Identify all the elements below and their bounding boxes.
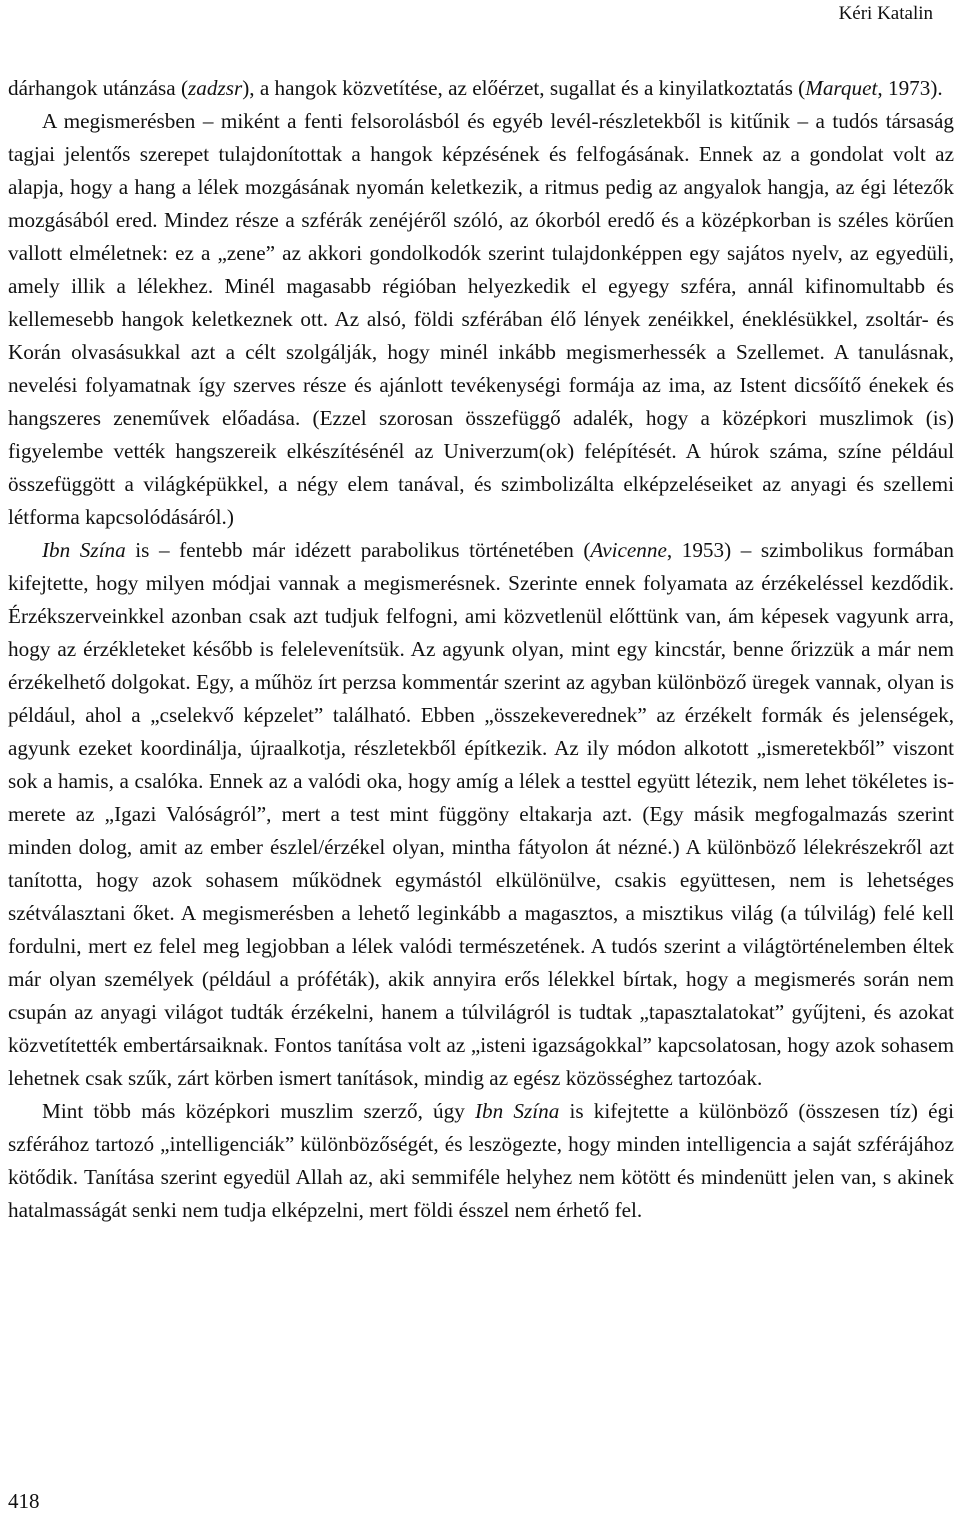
text-run: is kifejtette a különböző (összesen tíz) égi szférához tartozó „intelligenciák” különbözőségét, és leszögezte, hogy minden intelligencia a saját szférájához kötődik. Tanítása szerint egyedül Allah az, aki semmiféle helyhez nem kötött és mindenütt jelen van, s akinek hatalmasságát senki nem tudja elképzelni, mert földi ésszel nem érhető fel.: [8, 1099, 955, 1222]
italic-term: Marquet: [805, 76, 878, 100]
paragraph-3: [8, 534, 954, 1095]
italic-term: Ibn Szína: [475, 1099, 560, 1123]
text-run: dárhangok utánzása (: [8, 76, 189, 100]
text-run: A megismerésben – miként a fenti felsorolásból és egyéb levél-részletekből is kitűnik – a tudós társaság tagjai jelentős szerepet tulajdonítottak a hangok képzésének és felfogásának. Ennek az a gondolat volt az alapja, hogy a hang a lélek mozgásának nyomán keletkezik, a ritmus pedig az angyalok hangja, az égi létezők mozgásából ered. Mindez része a szférák zenéjéről szóló, az ókorból eredő és a középkorban is széles körűen vallott elméletnek: ez a „zene” az akkori gondolkodók szerint tulajdonképpen egy sajátos nyelv, az egyedüli, amely illik a lélekhez. Minél magasabb régióban helyezkedik el egyegy szféra, annál kifinomultabb és kellemesebb hangok keletkeznek ott. Az alsó, földi szférában élő lények zenéikkel, éneklésükkel, zsoltár- és Korán olvasásukkal azt a célt szolgálják, hogy minél inkább megismerhessék a Szellemet. A tanulásnak, nevelési folyamatnak így szerves része és ajánlott tevékenységi formája az ima, az Istent dicsőítő énekek és hangszeres zeneművek előadása. (Ezzel szorosan összefüggő adalék, hogy a középkori muszlimok (is) figyelembe vették hangszereik elkészítésénél az Univerzum(ok) felépítését. A húrok száma, színe például összefüggött a világképükkel, a négy elem tanával, és szimbolizálta elképzeléseiket az anyagi és szellemi létforma kapcsolódásáról.): [8, 109, 954, 529]
text-run: , 1953) – szimbolikus formában kifejtette, hogy milyen módjai vannak a megismerésnek. Szerinte ennek folyamata az érzékeléssel kezdődik. Érzékszerveinkkel azonban csak azt tudjuk felfogni, ami közvetlenül előttünk van, ám képesek vagyunk arra, hogy az érzékleteket később is felelevenítsük. Az agyunk olyan, mint egy kincstár, benne őrizzük a már nem érzékelhető dolgokat. Egy, a műhöz írt perzsa kommentár szerint az agyban különböző üregek vannak, olyan is például, ahol a „cselekvő képzelet” található. Ebben „összekeverednek” az érzékelt formák és jelenségek, agyunk ezeket koordinálja, újraalkotja, részletekből építkezik. Az ily módon alkotott „ismeretekből” viszont sok a hamis, a csalóka. Ennek az a valódi oka, hogy amíg a lélek a testtel együtt létezik, nem lehet tökéletes ismerete az „Igazi Valóságról”, mert a test mint függöny eltakarja azt. (Egy másik megfogalmazás szerint minden dolog, amit az ember észlel/érzékel olyan, mintha fátyolon át nézné.) A különböző lélekrészekről azt tanította, hogy azok sohasem működnek egymástól elkülönülve, csakis együttesen, nem is lehetséges szétválasztani őket. A megismerésben a lehető leginkább a magasztos, a misztikus világ (a túlvilág) felé kell fordulni, mert ez felel meg legjobban a lélek valódi természetének. A tudós szerint a világtörténelemben éltek már olyan személyek (például a próféták), akik annyira erős lélekkel bírtak, hogy a megismerés során nem csupán az anyagi világot tudták érzékelni, hanem a túlvilágról is tudtak „tapasztalatokat” gyűjteni, és azokat közvetítették embertársaiknak. Fontos tanítása volt az „isteni igazságokkal” kapcsolatosan, hogy azok sohasem lehetnek csak szűk, zárt körben ismert tanítások, mindig az egész közösséghez tartozóak.: [8, 538, 955, 1090]
text-run: , 1973).: [877, 76, 943, 100]
running-header-author: Kéri Katalin: [838, 3, 933, 24]
page-number: 418: [8, 1489, 40, 1513]
body-text: [8, 72, 954, 1227]
text-run: ), a hangok közvetítése, az előérzet, sugallat és a kinyilatkoztatás (: [242, 76, 806, 100]
text-run: Mint több más középkori muszlim szerző, úgy: [42, 1099, 475, 1123]
italic-term: zadzsr: [188, 76, 243, 100]
paragraph-1: [8, 72, 954, 105]
italic-term: Ibn Szína: [42, 538, 126, 562]
paragraph-2: [8, 105, 954, 534]
text-run: is – fentebb már idézett parabolikus történetében (: [125, 538, 591, 562]
paragraph-4: [8, 1095, 954, 1227]
italic-term: Avicenne: [590, 538, 667, 562]
